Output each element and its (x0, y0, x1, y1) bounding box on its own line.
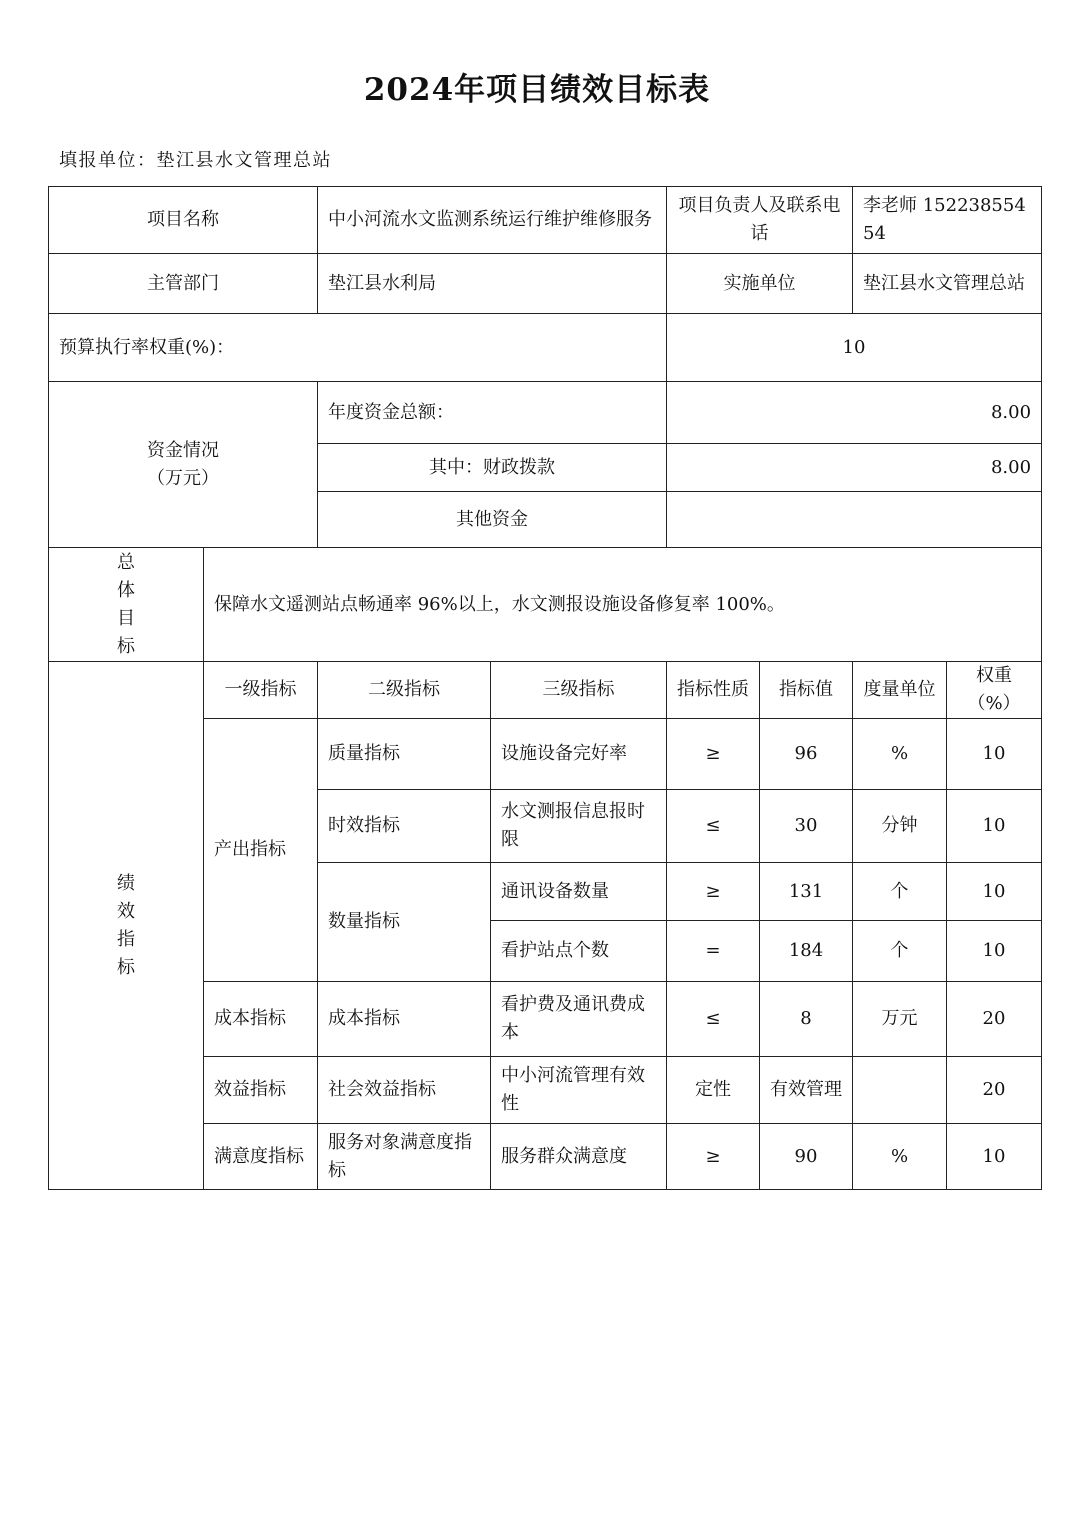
row-weight: 10 (947, 719, 1042, 790)
table-row (49, 662, 1042, 719)
header-weight: 权重（%） (947, 662, 1042, 719)
dept-value: 垫江县水利局 (318, 254, 667, 314)
budget-weight-label: 预算执行率权重(%)： (49, 314, 667, 382)
sub-quality: 质量指标 (318, 719, 491, 790)
perf-label-text: 绩效指标 (117, 872, 135, 978)
funds-other-label: 其他资金 (318, 492, 667, 548)
header-unit: 度量单位 (853, 662, 947, 719)
row-value: 131 (760, 863, 853, 921)
group-cost: 成本指标 (204, 982, 318, 1057)
funds-fiscal-value: 8.00 (667, 444, 1042, 492)
table-row (49, 548, 1042, 662)
contact-label: 项目负责人及联系电话 (667, 187, 853, 254)
page-title: 2024年项目绩效目标表 (363, 72, 711, 108)
row-nature: 定性 (667, 1057, 760, 1124)
row-weight: 10 (947, 790, 1042, 863)
sub-time: 时效指标 (318, 790, 491, 863)
header-level1: 一级指标 (204, 662, 318, 719)
row-item: 看护站点个数 (491, 921, 667, 982)
row-unit: % (853, 1124, 947, 1190)
contact-value: 李老师 15223855454 (853, 187, 1042, 254)
sub-service: 服务对象满意度指标 (318, 1124, 491, 1190)
row-value: 30 (760, 790, 853, 863)
row-value: 184 (760, 921, 853, 982)
row-unit: % (853, 719, 947, 790)
project-name-value: 中小河流水文监测系统运行维护维修服务 (318, 187, 667, 254)
row-weight: 20 (947, 1057, 1042, 1124)
funds-total-label: 年度资金总额： (318, 382, 667, 444)
row-nature: ≥ (667, 863, 760, 921)
row-nature: ≤ (667, 982, 760, 1057)
row-item: 服务群众满意度 (491, 1124, 667, 1190)
impl-value: 垫江县水文管理总站 (853, 254, 1042, 314)
funds-fiscal-label: 其中：财政拨款 (318, 444, 667, 492)
row-nature: ≤ (667, 790, 760, 863)
table-row (49, 187, 1042, 254)
funds-label (49, 382, 318, 548)
budget-weight-value: 10 (667, 314, 1042, 382)
row-unit: 万元 (853, 982, 947, 1057)
reporting-unit: 填报单位：垫江县水文管理总站 (59, 150, 332, 171)
goal-text: 保障水文遥测站点畅通率 96%以上，水文测报设施设备修复率 100%。 (204, 548, 1042, 662)
row-unit: 个 (853, 863, 947, 921)
header-level2: 二级指标 (318, 662, 491, 719)
funds-other-value (667, 492, 1042, 548)
goal-label-text: 总体目标 (117, 551, 135, 657)
dept-label: 主管部门 (49, 254, 318, 314)
row-item: 看护费及通讯费成本 (491, 982, 667, 1057)
group-output: 产出指标 (204, 719, 318, 982)
sub-cost: 成本指标 (318, 982, 491, 1057)
row-item: 设施设备完好率 (491, 719, 667, 790)
table-row (49, 382, 1042, 444)
row-weight: 10 (947, 863, 1042, 921)
project-name-label: 项目名称 (49, 187, 318, 254)
performance-table (48, 186, 1042, 1190)
group-satisfaction: 满意度指标 (204, 1124, 318, 1190)
sub-quantity: 数量指标 (318, 863, 491, 982)
sub-social: 社会效益指标 (318, 1057, 491, 1124)
row-item: 通讯设备数量 (491, 863, 667, 921)
row-value: 96 (760, 719, 853, 790)
row-weight: 10 (947, 1124, 1042, 1190)
row-value: 有效管理 (760, 1057, 853, 1124)
row-nature: = (667, 921, 760, 982)
row-item: 中小河流管理有效性 (491, 1057, 667, 1124)
group-benefit: 效益指标 (204, 1057, 318, 1124)
funds-total-value: 8.00 (667, 382, 1042, 444)
row-item: 水文测报信息报时限 (491, 790, 667, 863)
row-nature: ≥ (667, 719, 760, 790)
row-weight: 10 (947, 921, 1042, 982)
row-unit: 分钟 (853, 790, 947, 863)
goal-label (49, 548, 204, 662)
row-value: 90 (760, 1124, 853, 1190)
row-weight: 20 (947, 982, 1042, 1057)
row-unit (853, 1057, 947, 1124)
impl-label: 实施单位 (667, 254, 853, 314)
header-value: 指标值 (760, 662, 853, 719)
table-row (49, 314, 1042, 382)
row-value: 8 (760, 982, 853, 1057)
row-nature: ≥ (667, 1124, 760, 1190)
row-unit: 个 (853, 921, 947, 982)
table-row (49, 254, 1042, 314)
header-nature: 指标性质 (667, 662, 760, 719)
header-level3: 三级指标 (491, 662, 667, 719)
funds-label-text: 资金情况（万元） (147, 439, 219, 489)
perf-label (49, 662, 204, 1190)
